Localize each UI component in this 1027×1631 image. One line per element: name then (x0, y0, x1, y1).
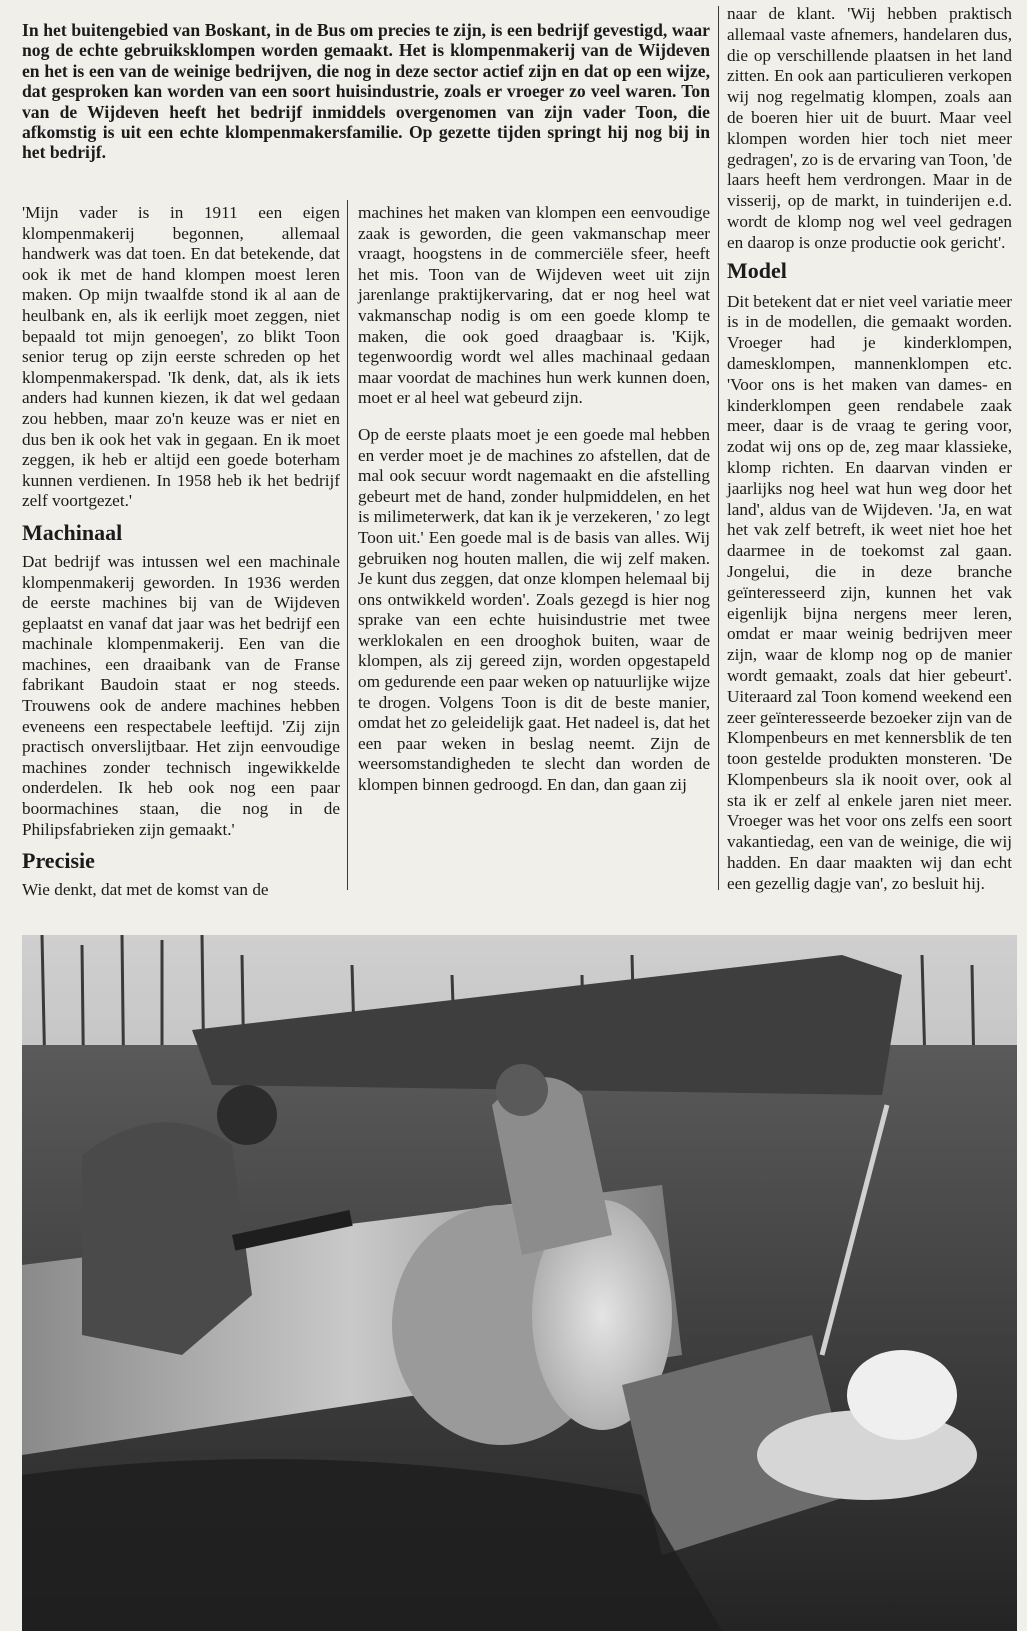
article-column-middle (358, 203, 710, 796)
paragraph: machines het maken van klompen een eenvoudige zaak is geworden, die geen vakmanschap meer vraagt, hoogstens in de commerciële sfeer, heeft het mis. Toon van de Wijdeven weet uit zijn jarenlange praktijkervaring, dat er nog heel wat vakmanschap nodig is om een goede klomp te maken, die ook goed draagbaar is. 'Kijk, tegenwoordig wordt wel alles machinaal gedaan maar voordat de machines hun werk kunnen doen, moet er al heel wat gebeurd zijn. (358, 203, 710, 408)
paragraph: naar de klant. 'Wij hebben praktisch allemaal vaste afnemers, handelaren dus, die op verschillende plaatsen in het land zitten. En ook aan particulieren verkopen wij nog regelmatig klompen, zoals aan de boeren hier uit de buurt. Maar veel klompen worden hier toch niet meer gedragen', zo is de ervaring van Toon, 'de laars heeft hem verdrongen. Maar in de visserij, op de markt, in tuinderijen e.d. wordt de klomp nog wel veel gedragen en daarop is onze productie ook gericht'. (727, 4, 1012, 252)
article-photo (22, 935, 1017, 1631)
paragraph: Op de eerste plaats moet je een goede mal hebben en verder moet je de machines zo afstellen, dat de mal ook secuur wordt nagemaakt en die afstelling gebeurt met de hand, zonder hulpmiddelen, en het is milimeterwerk, dat kan ik je verzekeren, ' zo legt Toon uit.' Een goede mal is de basis van alles. Wij gebruiken nog houten mallen, die wij zelf maken. Je kunt dus zeggen, dat onze klompen helemaal bij ons ontwikkeld worden'. Zoals gezegd is hier nog sprake van een echte huisindustrie met twee werklokalen en een drooghok buiten, waar de klompen, als zij gereed zijn, worden opgestapeld om gedurende een paar weken op natuurlijke wijze te drogen. Volgens Toon is dit de beste manier, omdat het zo geleidelijk gaat. Het nadeel is, dat het een paar weken in beslag neemt. Zijn de weersomstandigheden te slecht dan worden de klompen binnen gedroogd. En dan, dan gaan zij (358, 424, 710, 795)
dog (847, 1350, 957, 1440)
paragraph: Wie denkt, dat met de komst van de (22, 880, 269, 900)
photo-illustration (22, 935, 1017, 1631)
section-heading-precisie: Precisie (22, 848, 95, 874)
article-column-right (727, 4, 1012, 895)
section-heading-model: Model (727, 257, 787, 283)
paragraph: Dit betekent dat er niet veel variatie meer is in de modellen, die gemaakt worden. Vroeger had je kinderklompen, damesklompen, mannenklompen etc. 'Voor ons is het maken van dames- en kinderklompen geen rendabele zaak meer, daar is de vraag te gering voor, zodat wij ons op de, zeg maar klassieke, klomp richten. En daarvan vinden er jaarlijks nog heel wat hun weg door het land', aldus van de Wijdeven. 'Ja, en wat het vak zelf betreft, ik weet niet hoe het daarmee in de toekomst zal gaan. Jongelui, die in deze branche geïnteresseerd zijn, kunnen het vak eigenlijk bijna nergens meer leren, omdat er maar weinig bedrijven meer zijn, waar de klomp nog op de manier wordt gemaakt, zoals dat hier gebeurt'. Uiteraard zal Toon komend weekend een zeer geïnteresseerde bezoeker zijn van de Klompenbeurs en met kennersblik de ten toon gestelde produkten monsteren. 'De Klompenbeurs sla ik nooit over, ook al sta ik er zelf al enkele jaren niet meer. Vroeger was het voor ons zelfs een soort vakantiedag, een van de weinige, die wij hadden. En daar maakten wij dan echt een gezellig dagje van', zo besluit hij. (727, 291, 1012, 893)
article-intro: In het buitengebied van Boskant, in de Bus om precies te zijn, is een bedrijf gevestigd, waar nog de echte gebruiksklompen worden gemaakt. Het is klompenmakerij van de Wijdeven en het is een van de weinige bedrijven, die nog in deze sector actief zijn en dat op een wijze, dat gesproken kan worden van een soort huisindustrie, zoals er vroeger zo veel waren. Ton van de Wijdeven heeft het bedrijf inmiddels overgenomen van zijn vader Toon, die afkomstig is uit een echte klompenmakersfamilie. Op gezette tijden springt hij nog bij in het bedrijf. (22, 20, 710, 163)
column-divider (718, 6, 719, 890)
worker-right-head (496, 1064, 548, 1116)
paragraph: 'Mijn vader is in 1911 een eigen klompenmakerij begonnen, allemaal handwerk was dat toen. En dat betekende, dat ook ik met de hand klompen moest leren maken. Op mijn twaalfde stond ik al aan de heulbank en, als ik eerlijk moet zeggen, niet bepaald tot mijn genoegen', zo blikt Toon senior terug op zijn eerste schreden op het klompenmakerspad. 'Ik denk, dat, als ik iets anders had kunnen kiezen, ik dat wel gedaan zou hebben, maar zo'n keuze was er niet en dus ben ik ook het vak in gegaan. En ik moet zeggen, ik heb er altijd een goede boterham kunnen verdienen. In 1958 heb ik het bedrijf zelf voortgezet.' (22, 203, 340, 511)
worker-left-head (217, 1085, 277, 1145)
paragraph: Dat bedrijf was intussen wel een machinale klompenmakerij geworden. In 1936 werden de eerste machines bij van de Wijdeven geplaatst en vanaf dat jaar was het bedrijf een machinale klompenmakerij. Een van die machines, een draaibank van de Franse fabrikant Baudoin staat er nog steeds. Trouwens ook de andere machines hebben eveneens een respectabele leeftijd. 'Zij zijn practisch onverslijtbaar. Het zijn eenvoudige machines zonder technisch ingewikkelde onderdelen. Ik heb ook nog een paar boormachines staan, die nog in de Philipsfabrieken zijn gemaakt.' (22, 551, 340, 839)
article-column-left (22, 203, 340, 901)
column-divider (347, 200, 348, 890)
section-heading-machinaal: Machinaal (22, 519, 123, 545)
